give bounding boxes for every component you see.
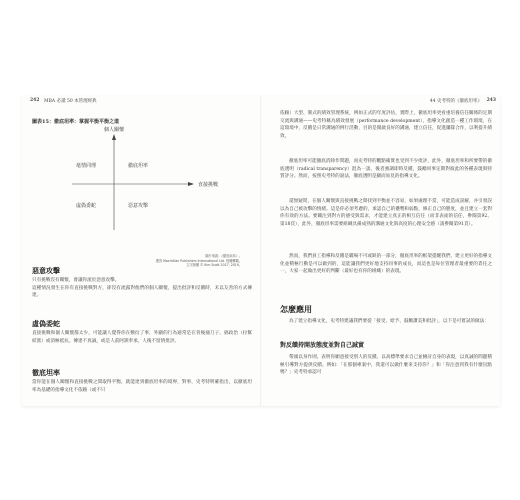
book-spread [22,96,500,406]
quadrant-diagram [62,128,232,238]
x-axis-label: 直接挑戰 [198,182,219,188]
credit-line: 獲得 Macmillan Publishers International Ltd. 授權轉載。 [155,258,242,263]
spine-gutter [260,96,262,406]
figure-credit [122,254,242,268]
left-running-head [30,98,254,106]
right-paragraph: 還無疑問，在個人關懷與直接挑戰之間找到平衡並不容易，如果處理不當，可能造成誤解，并引發誤以為自己被攻擊的情緒。這是你必須考慮的，承認自己的優勢和弱點，修正自己的態度，並且建立一套對你有效的方法。要關注到對方的感受與需求，才能建立真正的相互信任（而非表面的信任，參閱第92、第18頁），此外，徹底坦率需要組織具備成熟的溝通文化與高度的心理安全感（請參閱第91頁）。 [280,199,492,227]
y-axis-arrow [112,134,116,140]
right-paragraph: 為了建立指導文化，史考特建議我們要從「接受、給予、鼓勵讚美和批評」，以下是可嘗試的做法： [289,319,489,324]
y-axis-label: 個人關懷 [104,127,125,133]
quadrant-bottom-right-label: 惡意攻擊 [128,203,149,209]
section-text-radical-candor: 當你能在個人關懷和直接挑戰之間取得平衡，就能達到徹底坦率的境界，對事，史考特明確指出，以徹底坦率為基礎的指導文化不依賴（或不只 [32,380,252,393]
credit-line: 文字版權 © Kim Scott 2017, 2019。 [186,263,242,268]
section-heading-radical-candor: 徹底坦率 [32,368,60,377]
right-paragraph: 徹底坦率可能徹底消除作問題，而史考特的觀點確實也受到不少批評，此外，徹底坦率和所要帶的徹底透明（radical transparency）混為一談，後者強調即時反饋，鼓勵同事定期對彼此的各種表現與特質評分。然而，按照史考特的說法，徹底透明是顯而易見的指導文化。 [280,159,492,180]
right-running-title: 44 史考特的《徹底坦率》 [429,99,482,104]
section-heading-insincere: 虛偽委蛇 [32,319,60,328]
credit-line: 圖片來源：《徹底坦率》。 [205,254,242,258]
x-axis-arrow [188,182,194,186]
quadrant-top-left-label: 毫情同理 [76,163,97,169]
right-page [268,96,500,406]
section-heading-malicious: 惡意攻擊 [32,266,60,275]
left-page-number: 242 [30,98,40,103]
right-paragraph: 然而，我們員工指導和反饋是職場不可或缺的一部分，徹底坦率的框架提醒我們，建立更好的指導文化並積極行動是可以做到的，這能讓我們更好地支持同事的成長，而這也是每位管理者最重要的責任之一，大家一起做出更好的判斷（最好也有你的組織）的表現。 [280,254,492,275]
section-text-malicious: 只有挑戰沒有關懷，會讓你流於惡意攻擊。 這種情況發生在你有直接挑戰對方，卻沒有流露對他們的個人關懷，提出批評和反饋時，未以友善的方式傳達。 [32,278,252,299]
left-page [26,96,258,406]
right-page-number: 243 [486,98,496,103]
figure-caption: 圖表15：徹底坦率：掌握平衡平衡之道 [32,119,119,125]
quadrant-top-right-label: 徹底坦率 [128,163,149,169]
subheading-openness: 對反饋持開放態度並對自己誠實 [280,342,365,349]
right-paragraph: 依賴）大型、制式的績效管理系統，例如正式的年度評估，實際上，徹底坦率更看重培養信任關係的定期交流與溝通——史考特稱為績效發展（performance development），指導文化創造一種工作環境，在這環境中，反饋是日常溝通的例行活動，目的是開啟良好的溝通，建立信任，促進團隊合作，以利提升績效。 [280,111,492,139]
section-text-insincere: 直接挑戰和個人關懷都太少，可能讓人覺得你在敷衍了事，外顯的行為通常是在背後捅刀子、搞政治（拉幫結派）或消極抵抗。傳達不真誠，或是人前阿諛奉承，人後不留情批評。 [32,331,252,344]
quadrant-bottom-left-label: 虛偽委蛇 [76,203,97,209]
right-paragraph: 帶頭以身作則，表明你願意接受別人的反饋。以高標準要求自己並檢討自身的表現，以真誠的問題積極引導對方提供反饋。例如：「在那個專案中，我還可以做什麼來支持你？」和「你注意到我有什麼盲點嗎？」史考特承認可 [280,355,492,376]
section-heading-how-to-apply: 怎麼應用 [280,304,312,314]
left-running-title: MBA 必讀 50 本管理經典 [44,99,97,104]
right-running-head [272,98,496,106]
